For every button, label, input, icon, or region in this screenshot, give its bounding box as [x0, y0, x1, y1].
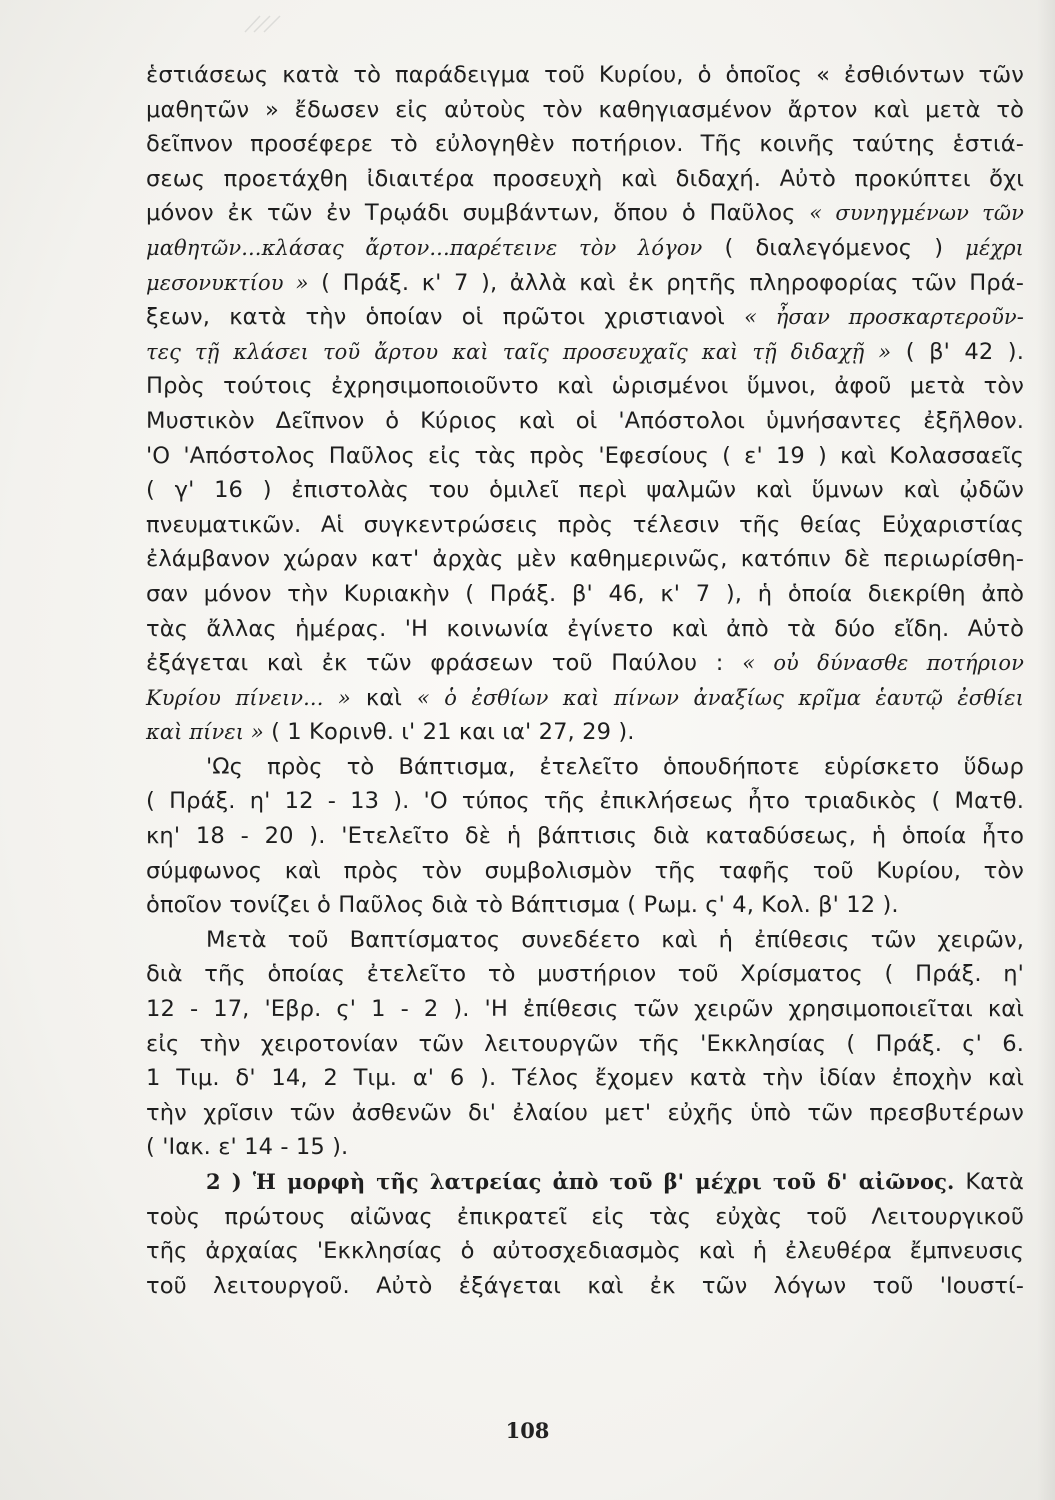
text-line	[146, 715, 1024, 750]
text-run: Κατὰ	[954, 1169, 1024, 1195]
section-heading: 2 ) Ἡ μορφὴ τῆς λατρείας ἀπὸ τοῦ β' μέχρι τοῦ δ' αἰῶνος.	[206, 1169, 955, 1194]
text-run: Μυστικὸν Δεῖπνον ὁ Κύριος καὶ οἱ 'Απόστολοι ὑμνήσαντες ἐξῆλθον.	[146, 407, 1024, 434]
scan-smudge	[240, 14, 290, 34]
text-line	[146, 1096, 1024, 1131]
text-run: ἑστιάσεως κατὰ τὸ παράδειγμα τοῦ Κυρίου, ὁ ὁποῖος « ἐσθιόντων τῶν	[146, 62, 1024, 88]
text-line	[146, 1061, 1024, 1096]
text-run: κη' 18 - 20 ). 'Ετελεῖτο δὲ ἡ βάπτισις διὰ καταδύσεως, ἡ ὁποία ἦτο	[146, 823, 1024, 850]
text-run: ὁποῖον τονίζει ὁ Παῦλος διὰ τὸ Βάπτισμα ( Ρωμ. ς' 4, Κολ. β' 12 ).	[146, 892, 899, 919]
text-run: σύμφωνος καὶ πρὸς τὸν συμβολισμὸν τῆς ταφῆς τοῦ Κυρίου, τὸν	[146, 857, 1024, 884]
quotation-italic: μέχρι	[965, 235, 1025, 260]
quotation-italic: Κυρίου πίνειν... »	[146, 685, 351, 710]
text-run: σαν μόνον τὴν Κυριακὴν ( Πράξ. β' 46, κ' 7 ), ἡ ὁποία διεκρίθη ἀπὸ	[146, 580, 1024, 607]
quotation-italic: μεσονυκτίου »	[146, 270, 309, 295]
text-line	[146, 923, 1024, 958]
page-number: 108	[505, 1418, 550, 1443]
text-line	[146, 957, 1024, 992]
text-line	[146, 577, 1024, 612]
text-run: δεῖπνον προσέφερε τὸ εὐλογηθὲν ποτήριον. Τῆς κοινῆς ταύτης ἑστιά-	[146, 131, 1024, 158]
text-run: ( 1 Κορινθ. ι' 21 και ια' 27, 29 ).	[263, 719, 635, 746]
text-run: μόνον ἐκ τῶν ἐν Τρῳάδι συμβάντων, ὅπου ὁ Παῦλος	[146, 200, 810, 227]
text-line	[146, 266, 1024, 301]
text-run: ξεων, κατὰ τὴν ὁποίαν οἱ πρῶτοι χριστιανοὶ	[146, 304, 745, 331]
text-line	[146, 646, 1024, 681]
text-run: ( διαλεγόμενος )	[702, 234, 966, 261]
text-run: ἐξάγεται καὶ ἐκ τῶν φράσεων τοῦ Παύλου :	[146, 650, 743, 677]
text-line	[146, 750, 1024, 785]
text-run: ( γ' 16 ) ἐπιστολὰς του ὁμιλεῖ περὶ ψαλμῶν καὶ ὕμνων καὶ ᾠδῶν	[146, 477, 1024, 504]
text-run: ( Πράξ. κ' 7 ), ἀλλὰ καὶ ἐκ ρητῆς πληροφορίας τῶν Πρά-	[308, 269, 1024, 296]
text-line	[146, 508, 1024, 543]
text-line	[146, 439, 1024, 474]
text-run: 1 Τιμ. δ' 14, 2 Τιμ. α' 6 ). Τέλος ἔχομεν κατὰ τὴν ἰδίαν ἐποχὴν καὶ	[146, 1065, 1024, 1092]
text-line	[146, 300, 1024, 335]
text-run: τὴν χρῖσιν τῶν ἀσθενῶν δι' ἐλαίου μετ' εὐχῆς ὑπὸ τῶν πρεσβυτέρων	[146, 1099, 1024, 1126]
text-run: σεως προετάχθη ἰδιαιτέρα προσευχὴ καὶ διδαχή. Αὐτὸ προκύπτει ὄχι	[146, 165, 1024, 192]
quotation-italic: καὶ πίνει »	[146, 720, 264, 745]
text-line	[146, 369, 1024, 404]
text-line	[146, 93, 1024, 128]
quotation-italic: μαθητῶν...κλάσας ἄρτον...παρέτεινε τὸν λόγον	[146, 235, 703, 260]
text-line	[146, 162, 1024, 197]
text-line	[146, 1200, 1024, 1235]
text-line	[146, 784, 1024, 819]
text-line	[146, 542, 1024, 577]
quotation-italic: τες τῇ κλάσει τοῦ ἄρτου καὶ ταῖς προσευχαῖς καὶ τῇ διδαχῇ »	[146, 339, 892, 364]
quotation-italic: « οὐ δύνασθε ποτήριον	[742, 651, 1024, 676]
text-line	[146, 196, 1024, 231]
text-line	[146, 404, 1024, 439]
text-run: καὶ	[350, 684, 417, 711]
page-edge-shadow	[1037, 0, 1055, 1500]
text-run: ἐλάμβανον χώραν κατ' ἀρχὰς μὲν καθημερινῶς, κατόπιν δὲ περιωρίσθη-	[146, 546, 1024, 573]
text-run: τοὺς πρώτους αἰῶνας ἐπικρατεῖ εἰς τὰς εὐχὰς τοῦ Λειτουργικοῦ	[146, 1203, 1024, 1230]
text-line	[146, 612, 1024, 647]
text-run: 'Ως πρὸς τὸ Βάπτισμα, ἐτελεῖτο ὁπουδήποτε εὑρίσκετο ὕδωρ	[206, 753, 1024, 780]
text-line	[146, 1234, 1024, 1269]
text-line	[146, 127, 1024, 162]
text-line	[146, 1130, 1024, 1165]
text-run: ( Πράξ. η' 12 - 13 ). 'Ο τύπος τῆς ἐπικλήσεως ἦτο τριαδικὸς ( Ματθ.	[146, 788, 1024, 815]
text-run: πνευματικῶν. Αἱ συγκεντρώσεις πρὸς τέλεσιν τῆς θείας Εὐχαριστίας	[146, 511, 1024, 538]
text-run: Πρὸς τούτοις ἐχρησιμοποιοῦντο καὶ ὡρισμένοι ὕμνοι, ἀφοῦ μετὰ τὸν	[146, 373, 1024, 400]
quotation-italic: « ἦσαν προσκαρτεροῦν-	[744, 305, 1024, 330]
text-run: διὰ τῆς ὁποίας ἐτελεῖτο τὸ μυστήριον τοῦ Χρίσματος ( Πράξ. η'	[146, 961, 1024, 988]
text-line	[146, 854, 1024, 889]
text-line	[146, 1269, 1024, 1304]
text-line	[146, 58, 1024, 93]
text-run: τῆς ἀρχαίας 'Εκκλησίας ὁ αὐτοσχεδιασμὸς καὶ ἡ ἐλευθέρα ἔμπνευσις	[146, 1238, 1024, 1265]
text-run: 12 - 17, 'Εβρ. ς' 1 - 2 ). 'Η ἐπίθεσις τῶν χειρῶν χρησιμοποιεῖται καὶ	[146, 996, 1024, 1023]
text-line	[146, 231, 1024, 266]
text-run: Μετὰ τοῦ Βαπτίσματος συνεδέετο καὶ ἡ ἐπίθεσις τῶν χειρῶν,	[206, 926, 1024, 953]
text-line	[146, 888, 1024, 923]
text-line	[146, 1165, 1024, 1200]
text-run: μαθητῶν » ἔδωσεν εἰς αὐτοὺς τὸν καθηγιασμένον ἄρτον καὶ μετὰ τὸ	[146, 96, 1024, 123]
text-run: εἰς τὴν χειροτονίαν τῶν λειτουργῶν τῆς 'Εκκλησίας ( Πράξ. ς' 6.	[146, 1030, 1024, 1057]
text-line	[146, 335, 1024, 370]
text-line	[146, 681, 1024, 716]
text-run: 'Ο 'Απόστολος Παῦλος εἰς τὰς πρὸς 'Εφεσίους ( ε' 19 ) καὶ Κολασσαεῖς	[146, 442, 1024, 469]
text-line	[146, 473, 1024, 508]
text-run: τὰς ἄλλας ἡμέρας. 'Η κοινωνία ἐγίνετο καὶ ἀπὸ τὰ δύο εἴδη. Αὐτὸ	[146, 615, 1024, 642]
text-line	[146, 819, 1024, 854]
page-body-text	[146, 58, 1024, 1303]
text-run: τοῦ λειτουργοῦ. Αὐτὸ ἐξάγεται καὶ ἐκ τῶν λόγων τοῦ 'Ιουστί-	[146, 1272, 1024, 1299]
quotation-italic: « ὁ ἐσθίων καὶ πίνων ἀναξίως κρῖμα ἑαυτῷ ἐσθίει	[416, 685, 1025, 710]
text-line	[146, 992, 1024, 1027]
text-run: ( 'Ιακ. ε' 14 - 15 ).	[146, 1134, 349, 1161]
text-line	[146, 1027, 1024, 1062]
quotation-italic: « συνηγμένων τῶν	[809, 201, 1024, 226]
text-run: ( β' 42 ).	[891, 338, 1024, 365]
